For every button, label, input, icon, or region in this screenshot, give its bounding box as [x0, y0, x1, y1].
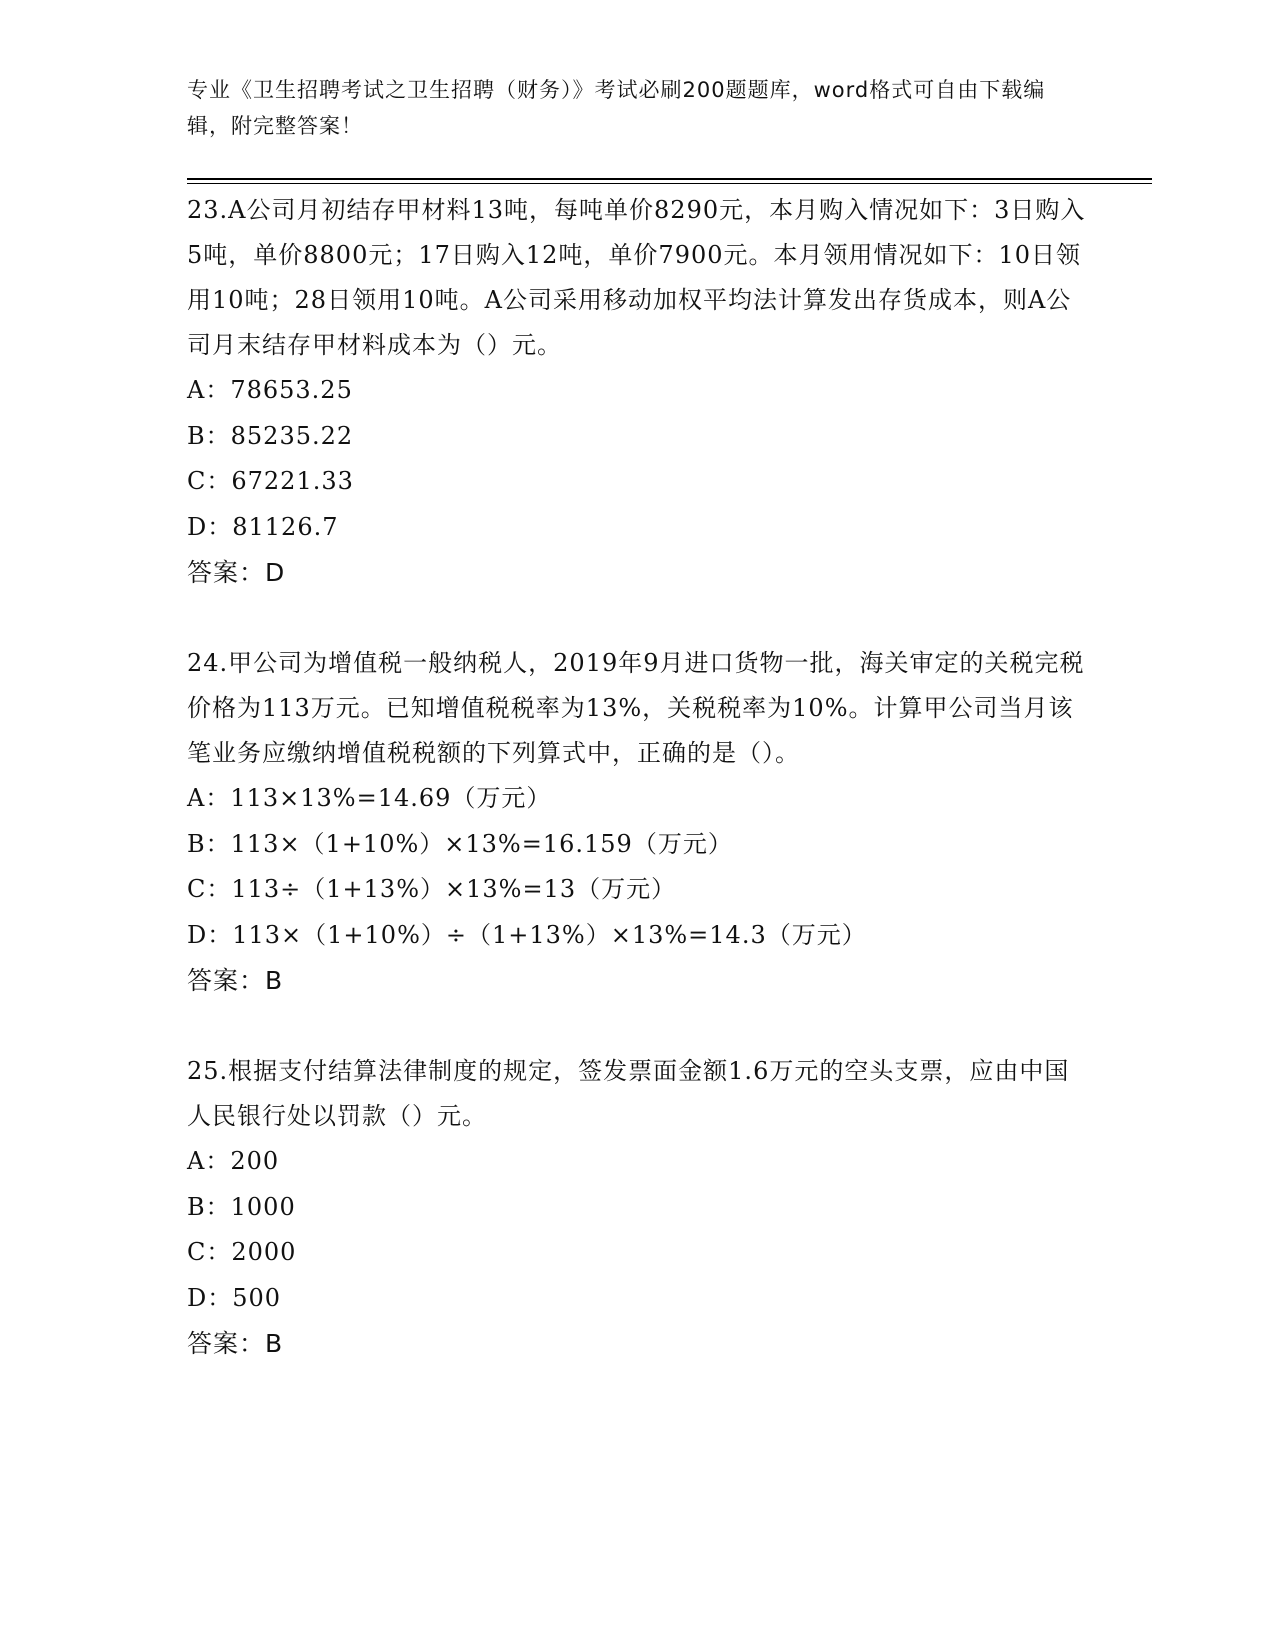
option-a: A：78653.25: [187, 376, 353, 404]
option-d: D：81126.7: [187, 512, 339, 541]
answer-label: 答案：D: [187, 558, 286, 587]
option-c: C：2000: [187, 1238, 297, 1266]
option-b: B：1000: [187, 1192, 296, 1221]
question-text: 25.根据支付结算法律制度的规定，签发票面金额1.6万元的空头支票，应由中国人民银行处以罚款（）元。: [187, 1057, 1070, 1130]
question-text: 23.A公司月初结存甲材料13吨，每吨单价8290元，本月购入情况如下：3日购入5吨，单价8800元；17日购入12吨，单价7900元。本月领用情况如下：10日领用10吨；28日领用10吨。A公司采用移动加权平均法计算发出存货成本，则A公司月末结存甲材料成本为（）元。: [187, 196, 1086, 359]
option-d: D：113×（1+10%）÷（1+13%）×13%=14.3（万元）: [187, 920, 867, 949]
question-25: [187, 1049, 1087, 1366]
option-b: B：85235.22: [187, 421, 354, 450]
question-24: [187, 641, 1087, 1003]
option-b: B：113×（1+10%）×13%=16.159（万元）: [187, 829, 733, 858]
answer-label: 答案：B: [187, 966, 284, 995]
option-d: D：500: [187, 1283, 282, 1312]
option-c: C：67221.33: [187, 467, 354, 495]
option-a: A：113×13%=14.69（万元）: [187, 784, 552, 812]
answer-label: 答案：B: [187, 1329, 284, 1358]
document-header: 专业《卫生招聘考试之卫生招聘（财务）》考试必刷200题题库，word格式可自由下载编辑，附完整答案！: [187, 78, 1046, 138]
header-divider-thin: [187, 183, 1152, 184]
option-c: C：113÷（1+13%）×13%=13（万元）: [187, 875, 677, 903]
header-divider-thick: [187, 178, 1152, 180]
option-a: A：200: [187, 1147, 280, 1175]
question-23: [187, 188, 1087, 595]
question-text: 24.甲公司为增值税一般纳税人，2019年9月进口货物一批，海关审定的关税完税价格为113万元。已知增值税税率为13%，关税税率为10%。计算甲公司当月该笔业务应缴纳增值税税额的下列算式中，正确的是（）。: [187, 649, 1085, 767]
question-list: [187, 188, 1087, 1412]
